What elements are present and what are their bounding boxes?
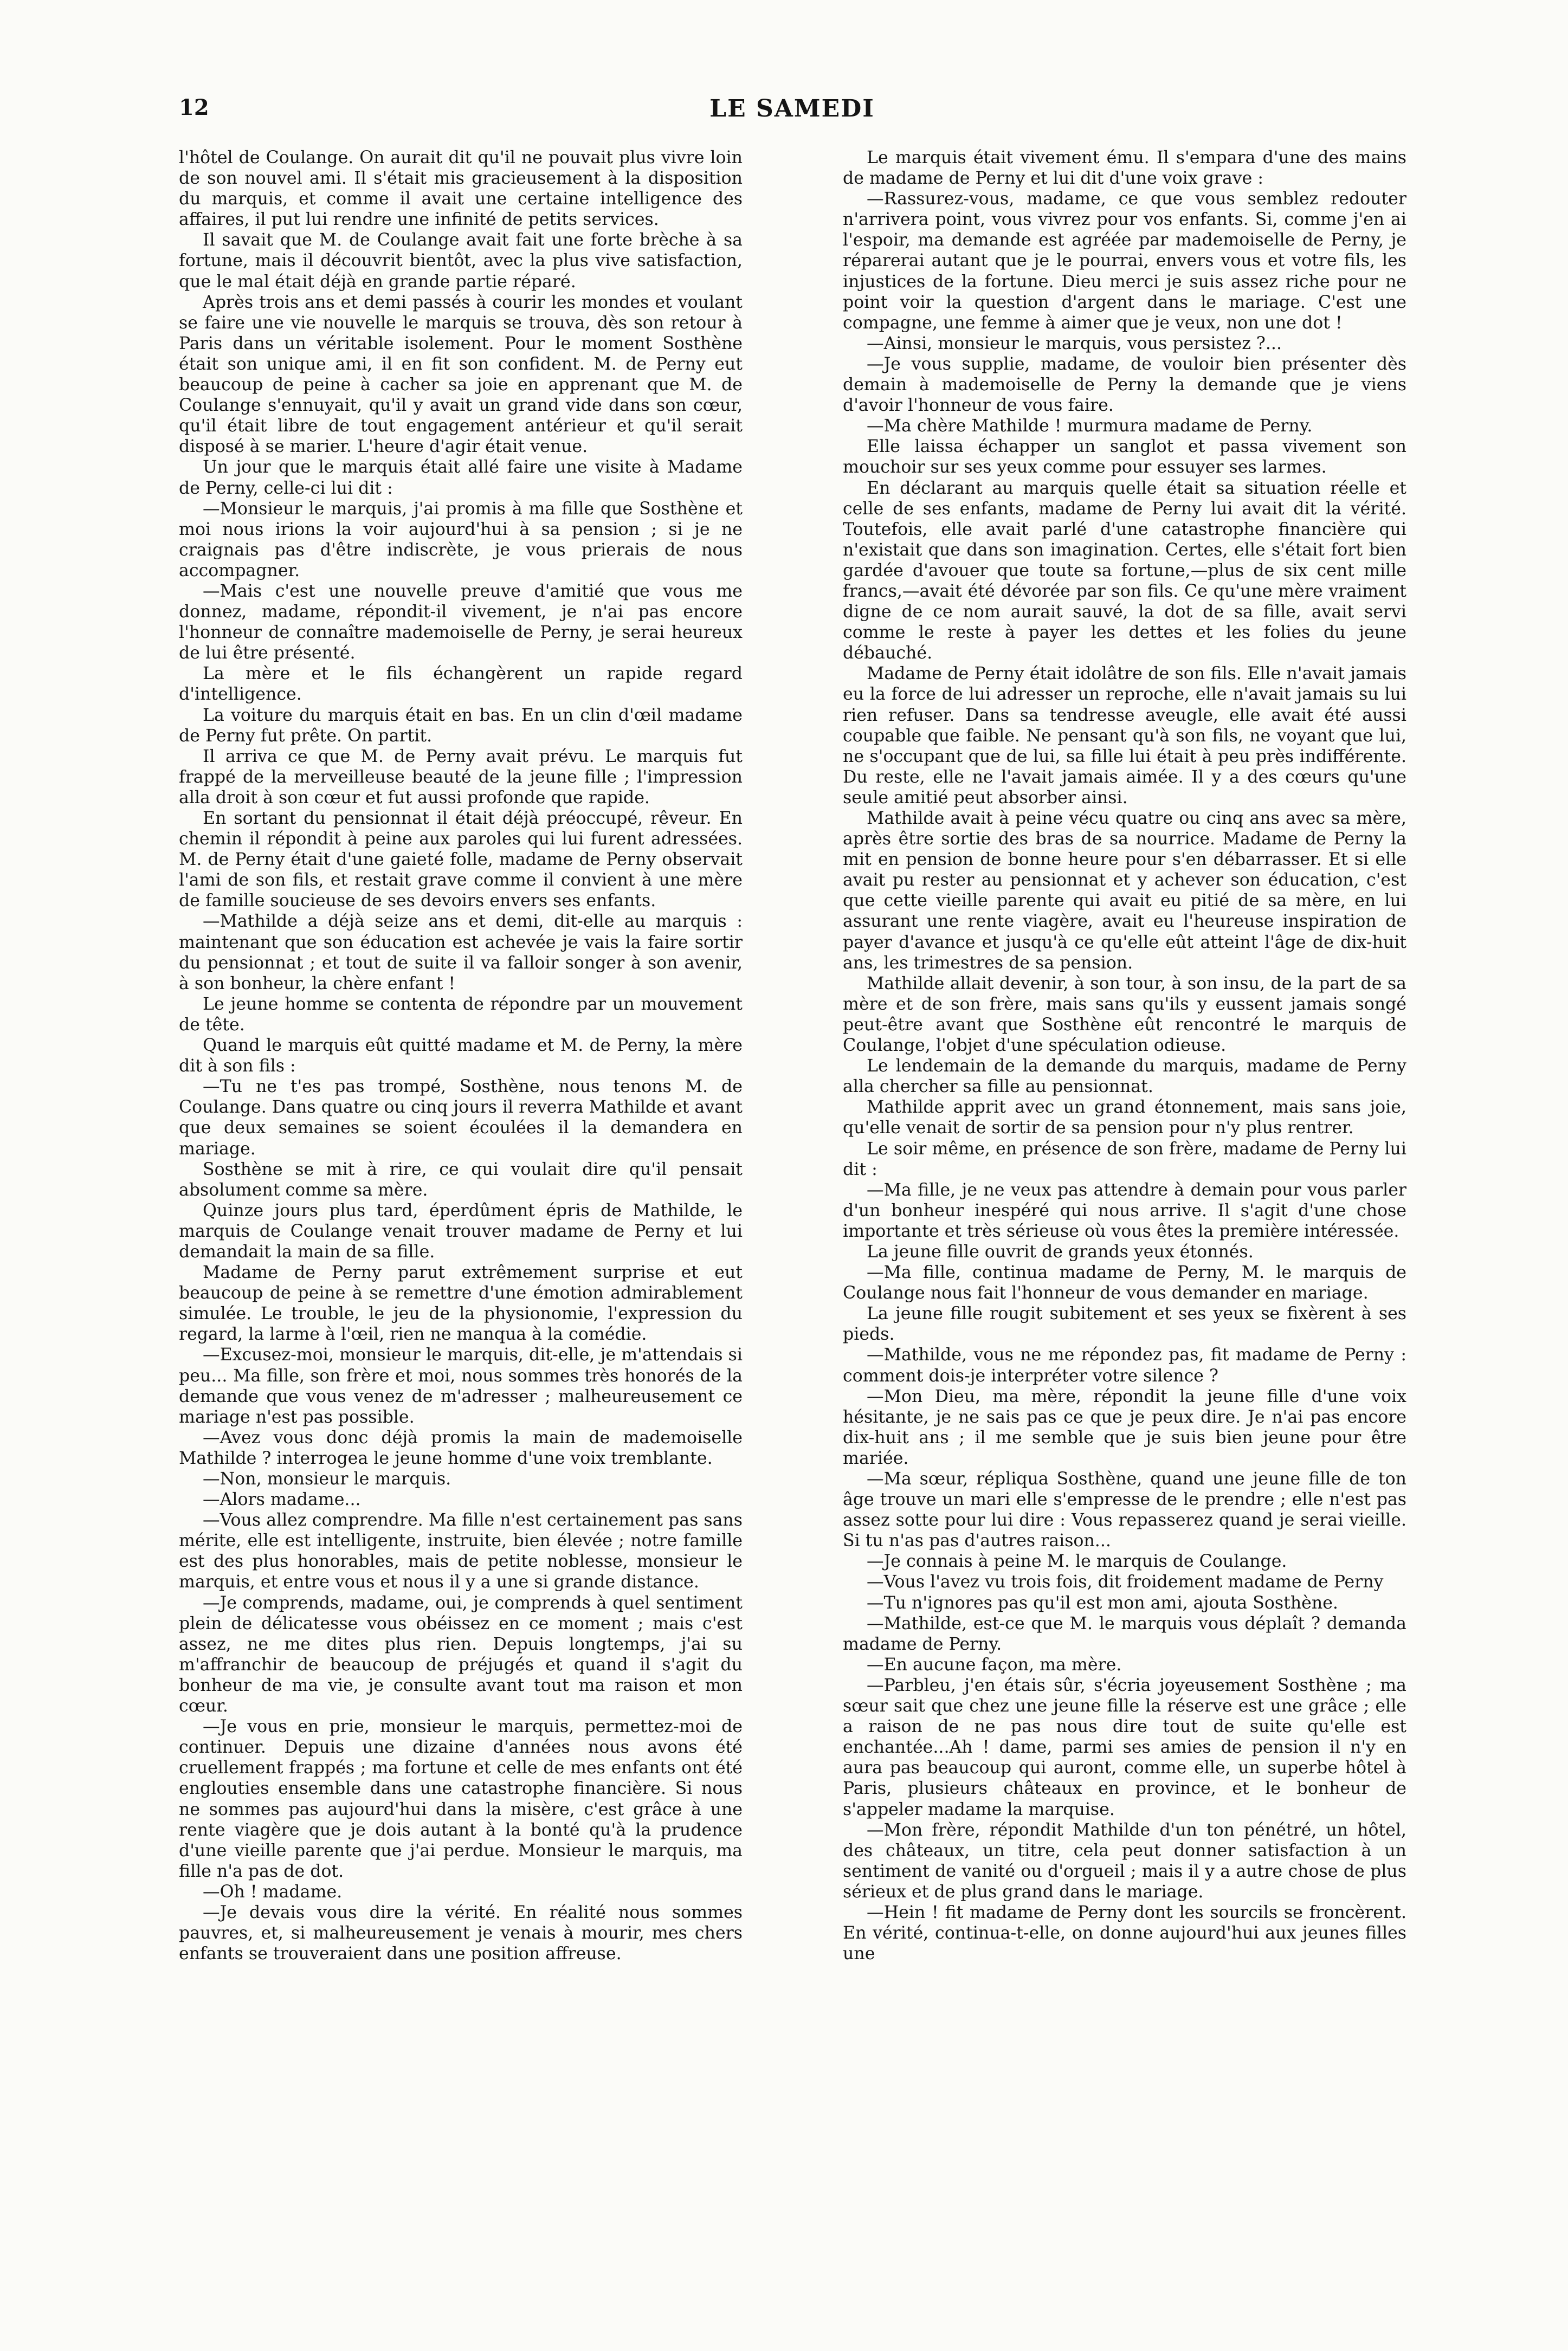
paragraph: Mathilde avait à peine vécu quatre ou cinq ans avec sa mère, après être sortie des bras de sa nourrice. Madame de Perny la mit en pension de bonne heure pour s'en débarrasser. Et si elle avait pu rester au pensionnat et y achever son éducation, c'est que cette vieille parente qui avait eu pitié de sa mère, en lui assurant une rente viagère, avait eu l'heureuse inspiration de payer d'avance et jusqu'à ce qu'elle eût atteint l'âge de dix-huit ans, les trimestres de sa pension. [843,809,1406,973]
paragraph: —Je connais à peine M. le marquis de Coulange. [867,1552,1287,1572]
paragraph: —Excusez-moi, monsieur le marquis, dit-elle, je m'attendais si peu... Ma fille, son frère et moi, nous sommes très honorés de la demande que vous venez de m'adresser ; malheureusement ce mariage n'est pas possible. [179,1345,743,1427]
paragraph: Le soir même, en présence de son frère, madame de Perny lui dit : [843,1139,1406,1179]
paragraph: —Mais c'est une nouvelle preuve d'amitié que vous me donnez, madame, répondit-il vivement, je n'ai pas encore l'honneur de connaître mademoiselle de Perny, je serai heureux de lui être présenté. [179,581,743,663]
paragraph: —Je vous supplie, madame, de vouloir bien présenter dès demain à mademoiselle de Perny la demande que je viens d'avoir l'honneur de vous faire. [843,354,1406,416]
paragraph: —Tu ne t'es pas trompé, Sosthène, nous tenons M. de Coulange. Dans quatre ou cinq jours il reverra Mathilde et avant que deux semaines se soient écoulées il la demandera en mariage. [179,1077,743,1159]
paragraph: Le marquis était vivement ému. Il s'empara d'une des mains de madame de Perny et lui dit d'une voix grave : [843,148,1406,189]
paragraph: La voiture du marquis était en bas. En un clin d'œil madame de Perny fut prête. On partit. [179,705,743,746]
paragraph: Le lendemain de la demande du marquis, madame de Perny alla chercher sa fille au pensionnat. [843,1056,1406,1097]
paragraph: —Je vous en prie, monsieur le marquis, permettez-moi de continuer. Depuis une dizaine d'années nous avons été cruellement frappés ; ma fortune et celle de mes enfants ont été englouties ensemble dans une catastrophe financière. Si nous ne sommes pas aujourd'hui dans la misère, c'est grâce à une rente viagère que je dois autant à la bonté qu'à la prudence d'une vieille parente que j'ai perdue. Monsieur le marquis, ma fille n'a pas de dot. [179,1717,743,1881]
page-number: 12 [179,95,209,120]
paragraph: Elle laissa échapper un sanglot et passa vivement son mouchoir sur ses yeux comme pour essuyer ses larmes. [843,437,1406,477]
paragraph: —Hein ! fit madame de Perny dont les sourcils se froncèrent. En vérité, continua-t-elle, on donne aujourd'hui aux jeunes filles une [843,1902,1406,1964]
paragraph: La jeune fille ouvrit de grands yeux étonnés. [867,1242,1254,1262]
paragraph: —Vous l'avez vu trois fois, dit froidement madame de Perny [867,1572,1384,1592]
paragraph: —Tu n'ignores pas qu'il est mon ami, ajouta Sosthène. [867,1593,1338,1613]
paragraph: En sortant du pensionnat il était déjà préoccupé, rêveur. En chemin il répondit à peine aux paroles qui lui furent adressées. M. de Perny était d'une gaieté folle, madame de Perny observait l'ami de son fils, et restait grave comme il convient à une mère de famille soucieuse de ses devoirs envers ses enfants. [179,809,743,911]
paragraph: Après trois ans et demi passés à courir les mondes et voulant se faire une vie nouvelle le marquis se trouva, dès son retour à Paris dans un véritable isolement. Pour le moment Sosthène était son unique ami, il en fit son confident. M. de Perny eut beaucoup de peine à cacher sa joie en apprenant que M. de Coulange s'ennuyait, qu'il y avait un grand vide dans son cœur, qu'il était libre de tout engagement antérieur et qu'il serait disposé à se marier. L'heure d'agir était venue. [179,292,743,457]
paragraph: —Ma fille, je ne veux pas attendre à demain pour vous parler d'un bonheur inespéré qui nous arrive. Il s'agit d'une chose importante et très sérieuse où vous êtes la première intéressée. [843,1180,1406,1241]
paragraph: —Non, monsieur le marquis. [203,1469,451,1489]
paragraph: Mathilde allait devenir, à son tour, à son insu, de la part de sa mère et de son frère, mais sans qu'ils y eussent jamais songé peut-être avant que Sosthène eût rencontré le marquis de Coulange, l'objet d'une spéculation odieuse. [843,973,1406,1056]
paragraph: Madame de Perny était idolâtre de son fils. Elle n'avait jamais eu la force de lui adresser un reproche, elle n'avait jamais su lui rien refuser. Dans sa tendresse aveugle, elle avait été aussi coupable que faible. Ne pensant qu'à son fils, ne voyant que lui, ne s'occupant que de lui, sa fille lui était à peu près indifférente. Du reste, elle ne l'avait jamais aimée. Il y a des cœurs qu'une seule amitié peut absorber ainsi. [843,664,1406,808]
paragraph: Le jeune homme se contenta de répondre par un mouvement de tête. [179,994,743,1035]
paragraph: Quinze jours plus tard, éperdûment épris de Mathilde, le marquis de Coulange venait trouver madame de Perny et lui demandait la main de sa fille. [179,1200,743,1262]
right-column [843,147,1406,2326]
paragraph: —Mathilde, vous ne me répondez pas, fit madame de Perny : comment dois-je interpréter votre silence ? [843,1345,1406,1386]
paragraph: La jeune fille rougit subitement et ses yeux se fixèrent à ses pieds. [843,1304,1406,1345]
paragraph: l'hôtel de Coulange. On aurait dit qu'il ne pouvait plus vivre loin de son nouvel ami. Il s'était mis gracieusement à la disposition du marquis, et comme il avait une certaine intelligence des affaires, il put lui rendre une infinité de petits services. [179,148,743,230]
paragraph: —Mon Dieu, ma mère, répondit la jeune fille d'une voix hésitante, je ne sais pas ce que je peux dire. Je n'ai pas encore dix-huit ans ; il me semble que je suis bien jeune pour être mariée. [843,1386,1406,1468]
paragraph: —Vous allez comprendre. Ma fille n'est certainement pas sans mérite, elle est intelligente, instruite, bien élevée ; notre famille est des plus honorables, mais de petite noblesse, monsieur le marquis, et entre vous et nous il y a une si grande distance. [179,1510,743,1592]
left-column [179,147,743,2326]
running-title: LE SAMEDI [709,95,875,122]
paragraph: —Alors madame... [203,1490,361,1510]
paragraph: Un jour que le marquis était allé faire une visite à Madame de Perny, celle-ci lui dit : [179,457,743,498]
paragraph: —Rassurez-vous, madame, ce que vous semblez redouter n'arrivera point, vous vivrez pour vos enfants. Si, comme j'en ai l'espoir, ma demande est agréée par mademoiselle de Perny, je réparerai autant que je le pourrai, envers vous et votre fils, les injustices de la fortune. Dieu merci je suis assez riche pour ne point voir la question d'argent dans le mariage. C'est une compagne, une femme à aimer que je veux, non une dot ! [843,189,1406,333]
paragraph: Madame de Perny parut extrêmement surprise et eut beaucoup de peine à se remettre d'une émotion admirablement simulée. Le trouble, le jeu de la physionomie, l'expression du regard, la larme à l'œil, rien ne manqua à la comédie. [179,1263,743,1345]
paragraph: —En aucune façon, ma mère. [867,1655,1122,1675]
paragraph: —Ma sœur, répliqua Sosthène, quand une jeune fille de ton âge trouve un mari elle s'empresse de le prendre ; elle n'est pas assez sotte pour lui dire : Vous repasserez quand je serai vieille. Si tu n'as pas d'autres raison... [843,1469,1406,1551]
paragraph: —Je comprends, madame, oui, je comprends à quel sentiment plein de délicatesse vous obéissez en ce moment ; mais c'est assez, ne me dites plus rien. Depuis longtemps, j'ai su m'affranchir de beaucoup de préjugés et quand il s'agit du bonheur de ma vie, je consulte avant tout ma raison et mon cœur. [179,1593,743,1716]
paragraph: La mère et le fils échangèrent un rapide regard d'intelligence. [179,664,743,705]
paragraph: Il savait que M. de Coulange avait fait une forte brèche à sa fortune, mais il découvrit bientôt, avec la plus vive satisfaction, que le mal était déjà en grande partie réparé. [179,230,743,292]
paragraph: —Mathilde, est-ce que M. le marquis vous déplaît ? demanda madame de Perny. [843,1613,1406,1654]
paragraph: —Je devais vous dire la vérité. En réalité nous sommes pauvres, et, si malheureusement je venais à mourir, mes chers enfants se trouveraient dans une position affreuse. [179,1902,743,1964]
paragraph: —Ma chère Mathilde ! murmura madame de Perny. [867,416,1313,436]
paragraph: —Mon frère, répondit Mathilde d'un ton pénétré, un hôtel, des châteaux, un titre, cela peut donner satisfaction à un sentiment de vanité ou d'orgueil ; mais il y a autre chose de plus sérieux et de plus grand dans le mariage. [843,1820,1406,1902]
paragraph: —Avez vous donc déjà promis la main de mademoiselle Mathilde ? interrogea le jeune homme d'une voix tremblante. [179,1428,743,1468]
paragraph: Mathilde apprit avec un grand étonnement, mais sans joie, qu'elle venait de sortir de sa pension pour n'y plus rentrer. [843,1097,1406,1138]
paragraph: —Oh ! madame. [203,1882,343,1902]
paragraph: —Parbleu, j'en étais sûr, s'écria joyeusement Sosthène ; ma sœur sait que chez une jeune fille la réserve est une grâce ; elle a raison de ne pas nous dire tout de suite qu'elle est enchantée...Ah ! dame, parmi ses amies de pension il n'y en aura pas beaucoup qui auront, comme elle, un superbe hôtel à Paris, plusieurs châteaux en province, et le bonheur de s'appeler madame la marquise. [843,1675,1406,1819]
paragraph: —Mathilde a déjà seize ans et demi, dit-elle au marquis : maintenant que son éducation est achevée je vais la faire sortir du pensionnat ; et tout de suite il va falloir songer à son avenir, à son bonheur, la chère enfant ! [179,912,743,993]
paragraph: —Ma fille, continua madame de Perny, M. le marquis de Coulange nous fait l'honneur de vous demander en mariage. [843,1263,1406,1303]
paragraph: En déclarant au marquis quelle était sa situation réelle et celle de ses enfants, madame de Perny lui avait dit la vérité. Toutefois, elle avait parlé d'une catastrophe financière qui n'existait que dans son imagination. Certes, elle s'était fort bien gardée d'avouer que toute sa fortune,—plus de six cent mille francs,—avait été dévorée par son fils. Ce qu'une mère vraiment digne de ce nom aurait sauvé, la dot de sa fille, avait servi comme le reste à payer les dettes et les folies du jeune débauché. [843,478,1406,663]
paragraph: Sosthène se mit à rire, ce qui voulait dire qu'il pensait absolument comme sa mère. [179,1159,743,1200]
paragraph: —Monsieur le marquis, j'ai promis à ma fille que Sosthène et moi nous irions la voir aujourd'hui à sa pension ; si je ne craignais pas d'être indiscrète, je vous prierais de nous accompagner. [179,499,743,580]
page-header [179,95,1405,133]
paragraph: —Ainsi, monsieur le marquis, vous persistez ?... [867,333,1282,353]
paragraph: Quand le marquis eût quitté madame et M. de Perny, la mère dit à son fils : [179,1036,743,1076]
paragraph: Il arriva ce que M. de Perny avait prévu. Le marquis fut frappé de la merveilleuse beauté de la jeune fille ; l'impression alla droit à son cœur et fut aussi profonde que rapide. [179,746,743,808]
